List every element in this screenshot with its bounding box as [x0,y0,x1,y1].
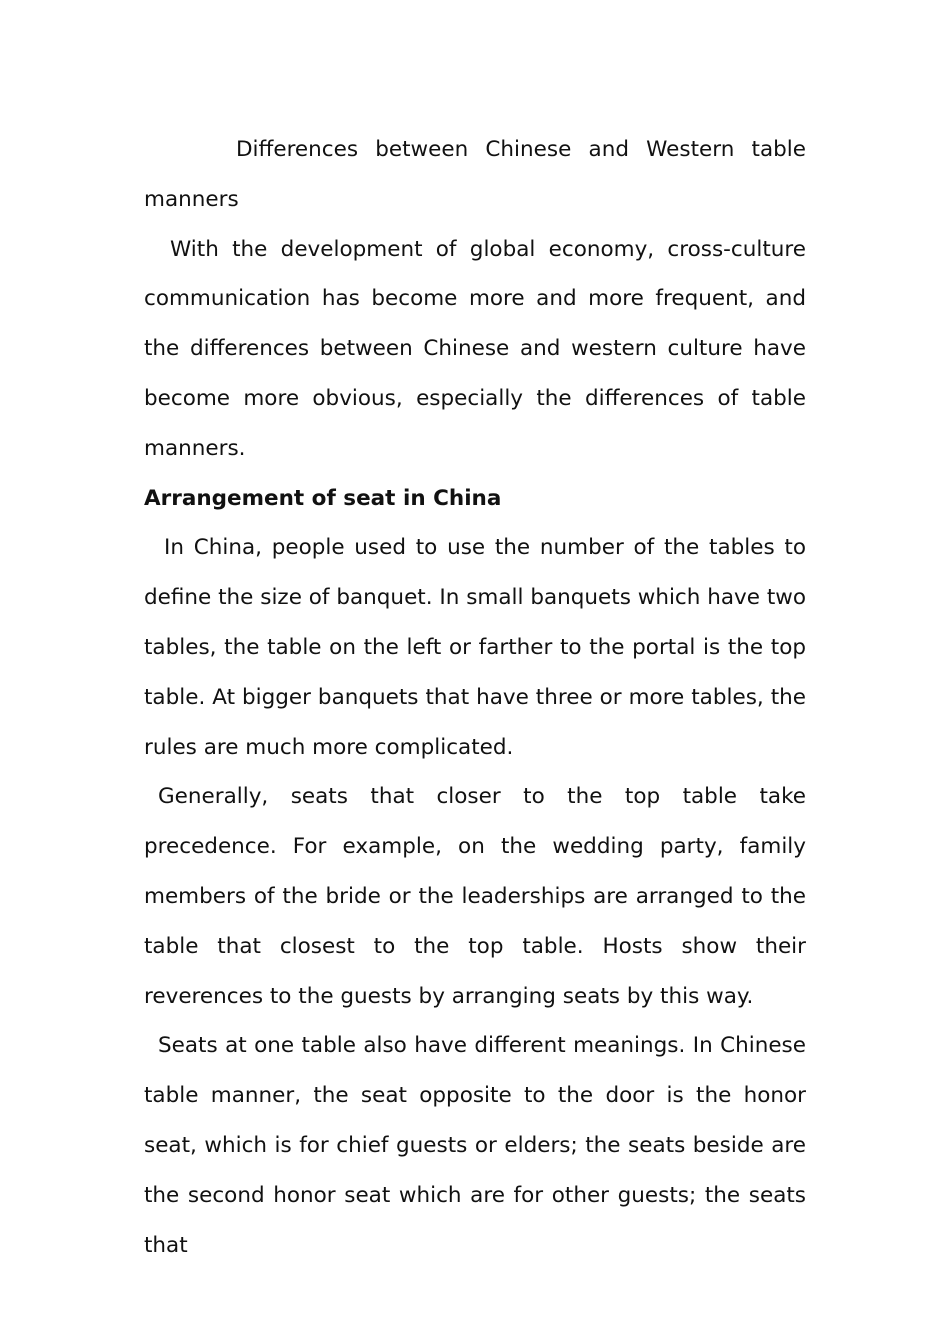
paragraph-1: In China, people used to use the number of the tables to define the size of banquet. In small banquets which have two tables, the table on the left or farther to the portal is the top table. At bigger banquets that have three or more tables, the rules are much more complicated. [144,535,806,760]
paragraph-3: Seats at one table also have different meanings. In Chinese table manner, the seat opposite to the door is the honor seat, which is for chief guests or elders; the seats beside are the second honor seat which are for other guests; the seats that [144,1033,806,1258]
paragraph-2: Generally, seats that closer to the top table take precedence. For example, on the wedding party, family members of the bride or the leaderships are arranged to the table that closest to the top table. Hosts show their reverences to the guests by arranging seats by this way. [144,784,806,1009]
intro-paragraph: With the development of global economy, cross-culture communication has become more and more frequent, and the differences between Chinese and western culture have become more obvious, especially the differences of table manners. [144,236,806,461]
section-heading: Arrangement of seat in China [144,485,502,511]
document-body [144,125,806,1270]
document-title: Differences between Chinese and Western table manners [144,137,806,212]
